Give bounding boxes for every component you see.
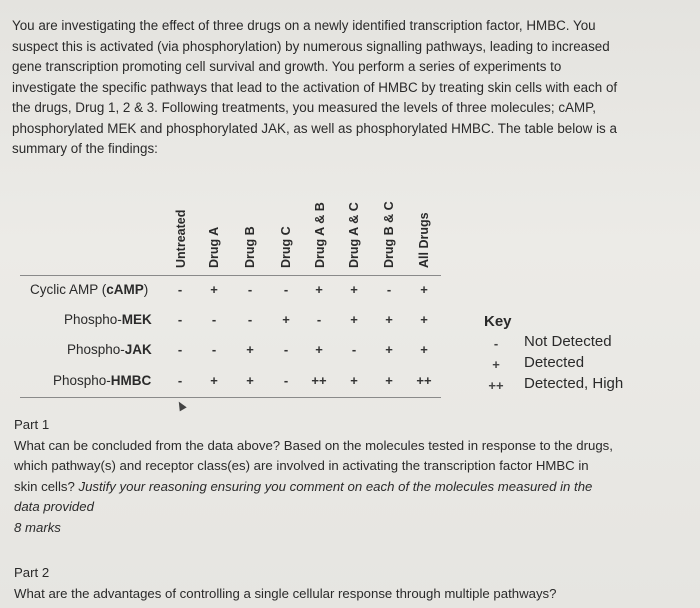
table-cell: - [177, 282, 183, 297]
row-label-jak: Phospho-JAK [67, 342, 152, 357]
table-cell: - [351, 342, 357, 357]
intro-line: gene transcription promoting cell survival and growth. You perform a series of experiments to [12, 59, 562, 74]
intro-line: summary of the findings: [12, 141, 158, 156]
key-label: Not Detected [524, 333, 612, 350]
part-1-section [14, 415, 690, 538]
table-cell: + [385, 373, 393, 388]
table-cell: - [247, 282, 253, 297]
column-header-drug-a: Drug A [207, 226, 221, 268]
table-cell: + [210, 282, 218, 297]
table-cell: - [177, 373, 183, 388]
key-title: Key [484, 313, 512, 330]
key-label: Detected, High [524, 375, 624, 392]
part-2-heading: Part 2 [14, 565, 50, 580]
part-1-question-line: data provided [14, 499, 94, 514]
table-cell: + [350, 282, 358, 297]
part-1-question-line: skin cells? Justify your reasoning ensuring you comment on each of the molecules measured in the [14, 478, 593, 494]
table-cell: + [385, 342, 393, 357]
table-cell: - [177, 342, 183, 357]
column-header-drug-b-c: Drug B & C [382, 201, 396, 268]
table-cell: - [386, 282, 392, 297]
table-cell: - [283, 282, 289, 297]
part-1-marks: 8 marks [14, 519, 61, 535]
table-cell: - [211, 342, 217, 357]
column-header-drug-b: Drug B [243, 226, 257, 268]
table-cell: + [420, 312, 428, 327]
table-cell: + [350, 312, 358, 327]
table-cell: - [247, 312, 253, 327]
table-cell: + [246, 342, 254, 357]
table-cell: ++ [311, 373, 327, 388]
key-symbol: ++ [488, 378, 504, 393]
table-cell: - [211, 312, 217, 327]
part-2-section [14, 563, 690, 604]
part-2-question: What are the advantages of controlling a single cellular response through multiple pathways? [14, 585, 557, 601]
intro-line: phosphorylated MEK and phosphorylated JAK, as well as phosphorylated HMBC. The table below is a [12, 120, 617, 136]
row-label-hmbc: Phospho-HMBC [53, 373, 152, 388]
table-cell: + [246, 373, 254, 388]
key-symbol: - [493, 336, 499, 351]
table-cell: ++ [416, 373, 432, 388]
row-label-mek: Phospho-MEK [64, 312, 152, 327]
table-top-rule [20, 275, 441, 276]
column-header-drug-c: Drug C [279, 226, 293, 268]
table-cell: + [210, 373, 218, 388]
table-cell: - [283, 342, 289, 357]
column-header-untreated: Untreated [174, 209, 188, 268]
row-label-camp: Cyclic AMP (cAMP) [30, 282, 149, 297]
column-header-drug-a-b: Drug A & B [313, 202, 327, 268]
table-cell: + [282, 312, 290, 327]
part-1-heading: Part 1 [14, 417, 50, 432]
intro-line: the drugs, Drug 1, 2 & 3. Following treatments, you measured the levels of three molecules; cAMP, [12, 100, 597, 115]
table-cell: + [315, 282, 323, 297]
table-cell: - [283, 373, 289, 388]
table-bottom-rule [20, 397, 441, 398]
table-cell: + [385, 312, 393, 327]
table-cell: - [316, 312, 322, 327]
table-cell: + [350, 373, 358, 388]
part-1-question-line: What can be concluded from the data above? Based on the molecules tested in response to the drugs, [14, 437, 613, 453]
table-cell: + [420, 282, 428, 297]
key-label: Detected [524, 354, 585, 371]
table-cell: + [315, 342, 323, 357]
intro-line: investigate the specific pathways that lead to the activation of HMBC by treating skin cells with each of [12, 79, 618, 95]
table-cell: + [420, 342, 428, 357]
key-symbol: + [492, 357, 500, 372]
column-header-all-drugs: All Drugs [417, 212, 431, 268]
intro-line: You are investigating the effect of three drugs on a newly identified transcription factor, HMBC. You [12, 18, 596, 33]
column-header-drug-a-c: Drug A & C [347, 202, 361, 268]
part-1-question-line: which pathway(s) and receptor class(es) are involved in activating the transcription factor HMBC in [14, 458, 589, 473]
table-cell: - [177, 312, 183, 327]
intro-line: suspect this is activated (via phosphorylation) by numerous signalling pathways, leading to increased [12, 38, 610, 54]
